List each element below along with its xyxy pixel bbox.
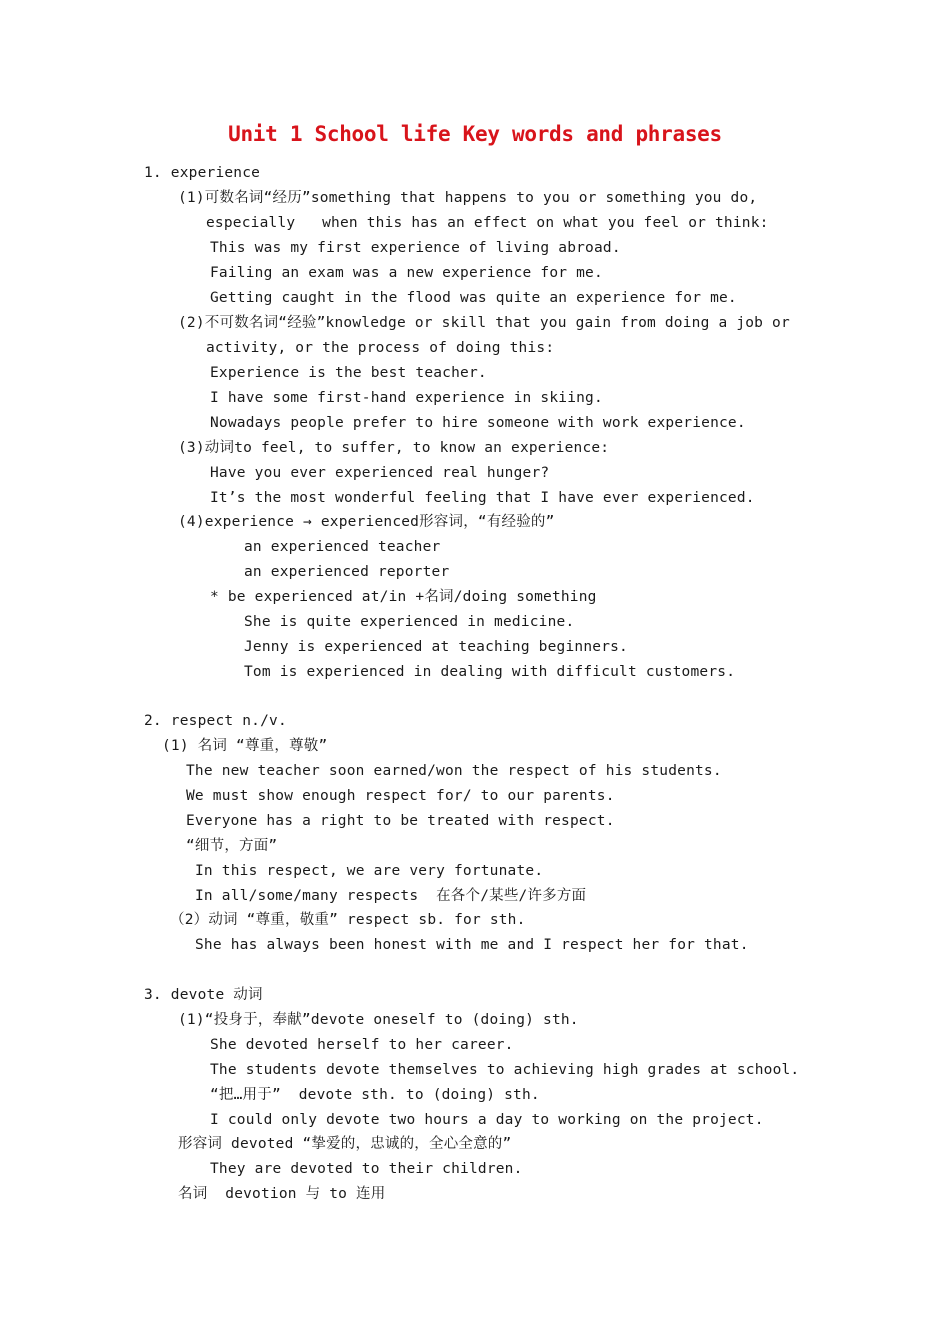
usage-pattern: “把…用于” devote sth. to (doing) sth.: [210, 1087, 540, 1103]
example-sentence: In this respect, we are very fortunate.: [195, 863, 544, 879]
example-phrase: an experienced teacher: [244, 539, 441, 555]
section-heading: 2. respect n./v.: [144, 713, 287, 729]
example-sentence: Failing an exam was a new experience for me.: [210, 265, 603, 281]
definition-line: (2)不可数名词“经验”knowledge or skill that you gain from doing a job or: [178, 315, 790, 331]
example-sentence: Experience is the best teacher.: [210, 365, 487, 381]
example-sentence: In all/some/many respects 在各个/某些/许多方面: [195, 888, 587, 904]
example-sentence: Everyone has a right to be treated with respect.: [186, 813, 615, 829]
definition-line: (1) 名词 “尊重，尊敬”: [162, 738, 328, 754]
definition-line: (3)动词to feel, to suffer, to know an experience:: [178, 440, 610, 456]
example-sentence: They are devoted to their children.: [210, 1161, 523, 1177]
example-sentence: She devoted herself to her career.: [210, 1037, 514, 1053]
example-sentence: I could only devote two hours a day to working on the project.: [210, 1112, 764, 1128]
example-sentence: The students devote themselves to achieving high grades at school.: [210, 1062, 800, 1078]
definition-line: activity, or the process of doing this:: [206, 340, 555, 356]
example-sentence: We must show enough respect for/ to our parents.: [186, 788, 615, 804]
example-sentence: Nowadays people prefer to hire someone with work experience.: [210, 415, 746, 431]
definition-line: (1)可数名词“经历”something that happens to you or something you do,: [178, 190, 758, 206]
example-sentence: The new teacher soon earned/won the respect of his students.: [186, 763, 722, 779]
definition-line: “细节，方面”: [186, 838, 278, 854]
definition-line: （2）动词 “尊重，敬重” respect sb. for sth.: [170, 912, 526, 928]
definition-line: especially when this has an effect on what you feel or think:: [206, 215, 769, 231]
definition-line: 名词 devotion 与 to 连用: [178, 1186, 386, 1202]
example-sentence: Getting caught in the flood was quite an experience for me.: [210, 290, 737, 306]
example-sentence: I have some first-hand experience in skiing.: [210, 390, 603, 406]
example-sentence: Tom is experienced in dealing with difficult customers.: [244, 664, 736, 680]
section-heading: 3. devote 动词: [144, 987, 263, 1003]
page-title: Unit 1 School life Key words and phrases: [228, 122, 722, 146]
example-sentence: This was my first experience of living abroad.: [210, 240, 621, 256]
example-sentence: Have you ever experienced real hunger?: [210, 465, 550, 481]
example-sentence: She has always been honest with me and I respect her for that.: [195, 937, 749, 953]
example-sentence: She is quite experienced in medicine.: [244, 614, 575, 630]
definition-line: 形容词 devoted “挚爱的，忠诚的，全心全意的”: [178, 1136, 512, 1152]
example-sentence: Jenny is experienced at teaching beginners.: [244, 639, 628, 655]
section-heading: 1. experience: [144, 165, 261, 181]
example-phrase: an experienced reporter: [244, 564, 450, 580]
usage-pattern: * be experienced at/in +名词/doing something: [210, 589, 597, 605]
definition-line: (4)experience → experienced形容词，“有经验的”: [178, 514, 555, 530]
definition-line: (1)“投身于，奉献”devote oneself to (doing) sth.: [178, 1012, 579, 1028]
example-sentence: It’s the most wonderful feeling that I have ever experienced.: [210, 490, 755, 506]
